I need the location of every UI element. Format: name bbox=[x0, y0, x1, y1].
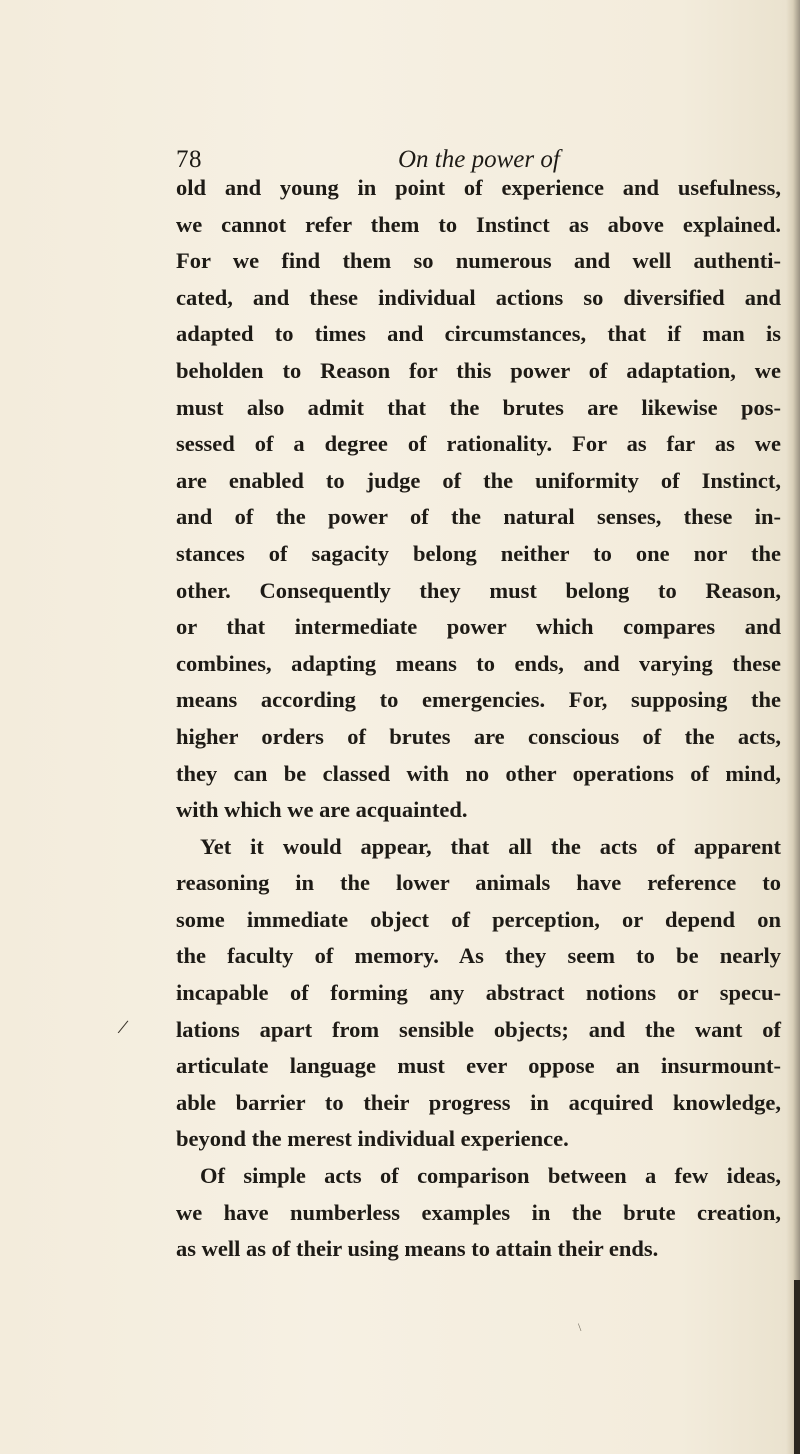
text-line: Of simple acts of comparison between a few ideas, bbox=[200, 1163, 781, 1189]
text-line: cated, and these individual actions so diversified and bbox=[176, 284, 781, 310]
text-line: reasoning in the lower animals have reference to bbox=[176, 870, 781, 896]
margin-pencil-mark: \ bbox=[578, 1320, 582, 1334]
body-text bbox=[176, 170, 781, 1268]
text-line: old and young in point of experience and usefulness, bbox=[176, 175, 781, 200]
text-line: adapted to times and circumstances, that if man is bbox=[176, 321, 781, 347]
text-line: as well as of their using means to attain their ends. bbox=[176, 1236, 659, 1262]
text-line: able barrier to their progress in acquired knowledge, bbox=[176, 1089, 781, 1115]
text-line: means according to emergencies. For, supposing the bbox=[176, 687, 781, 713]
text-line: For we find them so numerous and well authenti- bbox=[176, 248, 781, 274]
text-line: must also admit that the brutes are likewise pos- bbox=[176, 394, 781, 420]
text-line: some immediate object of perception, or depend on bbox=[176, 906, 781, 932]
text-line: incapable of forming any abstract notions or specu- bbox=[176, 980, 781, 1006]
binding-edge bbox=[794, 1280, 800, 1454]
text-line: combines, adapting means to ends, and varying these bbox=[176, 650, 781, 676]
text-line: sessed of a degree of rationality. For as far as we bbox=[176, 431, 781, 457]
text-line: with which we are acquainted. bbox=[176, 797, 468, 823]
text-line: the faculty of memory. As they seem to be nearly bbox=[176, 943, 781, 969]
text-line: we cannot refer them to Instinct as above explained. bbox=[176, 211, 781, 237]
text-line: lations apart from sensible objects; and the want of bbox=[176, 1016, 781, 1042]
text-line: articulate language must ever oppose an insurmount- bbox=[176, 1053, 781, 1079]
text-line: beyond the merest individual experience. bbox=[176, 1126, 569, 1152]
margin-pencil-mark: / bbox=[116, 1013, 131, 1040]
page-edge-shadow bbox=[786, 0, 800, 1454]
text-line: are enabled to judge of the uniformity of Instinct, bbox=[176, 467, 781, 493]
running-head: On the power of bbox=[398, 146, 560, 173]
text-line: higher orders of brutes are conscious of the acts, bbox=[176, 723, 781, 749]
text-line: beholden to Reason for this power of adaptation, we bbox=[176, 357, 781, 383]
page-number: 78 bbox=[176, 146, 202, 173]
text-line: stances of sagacity belong neither to one nor the bbox=[176, 540, 781, 566]
text-line: and of the power of the natural senses, these in- bbox=[176, 504, 781, 530]
text-line: Yet it would appear, that all the acts of apparent bbox=[200, 833, 781, 859]
text-line: we have numberless examples in the brute creation, bbox=[176, 1199, 781, 1225]
text-line: other. Consequently they must belong to Reason, bbox=[176, 577, 781, 603]
text-line: or that intermediate power which compares and bbox=[176, 614, 781, 640]
text-line: they can be classed with no other operations of mind, bbox=[176, 760, 781, 786]
